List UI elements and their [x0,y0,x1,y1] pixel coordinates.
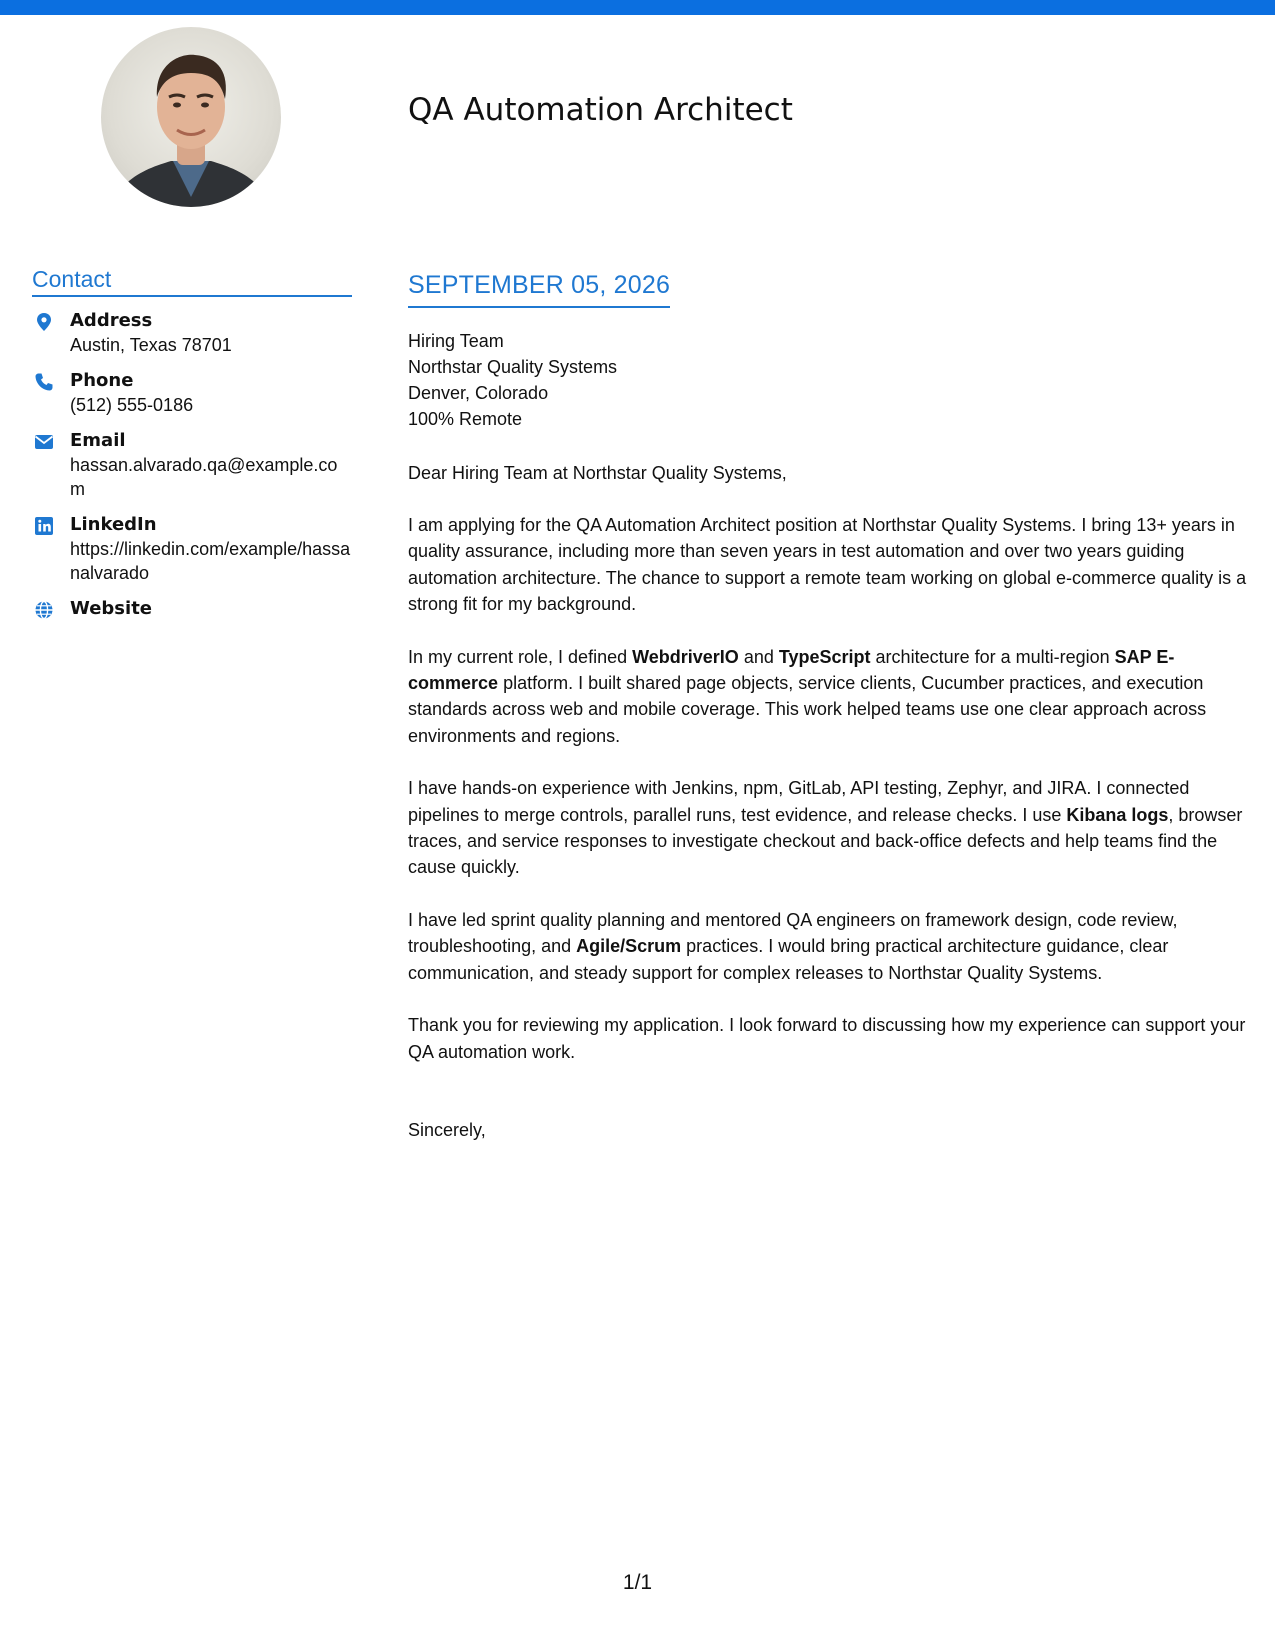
salutation: Dear Hiring Team at Northstar Quality Systems, [408,463,787,483]
paragraph-4 [408,907,1248,986]
address-label: Address [70,310,153,331]
recipient-block [408,328,1248,432]
bold-term: Agile/Scrum [576,936,682,957]
paragraph-1: I am applying for the QA Automation Architect position at Northstar Quality Systems. I bring 13+ years in quality assurance, including more than seven years in test automation and over two years guiding automation architecture. The chance to support a remote team working on global e-commerce quality is a strong fit for my background. [408,515,1247,615]
bold-term: Kibana logs [1066,804,1169,825]
letter-body [408,270,1248,1143]
text-run: and [738,646,779,667]
text-run: platform. I built shared page objects, service clients, Cucumber practices, and execution standards across web and mobile coverage. This work helped teams use one clear approach across environments and regions. [408,673,1207,746]
recipient-work-mode: 100% Remote [408,409,523,429]
email-label: Email [70,430,126,451]
bold-term: TypeScript [778,646,871,667]
bold-term: WebdriverIO [632,646,739,667]
text-run: practices. I would bring practical architecture guidance, clear communication, and steady support for complex releases to Northstar Quality Systems. [408,936,1169,983]
linkedin-icon [34,516,54,536]
contact-address [32,309,352,357]
contact-sidebar [32,266,352,633]
paragraph-3 [408,775,1248,881]
text-run: architecture for a multi-region [870,646,1115,667]
contact-heading: Contact [32,266,352,297]
recipient-line: Hiring Team [408,331,504,351]
paragraph-2 [408,644,1248,750]
map-pin-icon [34,312,54,332]
page-title: QA Automation Architect [408,92,793,128]
letter-date: SEPTEMBER 05, 2026 [408,270,670,308]
contact-linkedin [32,513,352,585]
text-run: In my current role, I defined [408,646,633,667]
text-run: , browser traces, and service responses to investigate checkout and back-office defects and help teams find the cause quickly. [408,804,1243,878]
recipient-location: Denver, Colorado [408,383,549,403]
phone-icon [34,372,54,392]
email-value[interactable]: hassan.alvarado.qa@example.com [70,455,338,499]
linkedin-label: LinkedIn [70,514,157,535]
text-run: I have hands-on experience with Jenkins, npm, GitLab, API testing, Zephyr, and JIRA. I connected pipelines to merge controls, parallel runs, test evidence, and release checks. I use [408,778,1190,825]
avatar [101,27,281,207]
profile-photo [101,27,281,207]
website-label: Website [70,598,153,619]
contact-email [32,429,352,501]
text-run: I have led sprint quality planning and mentored QA engineers on framework design, code review, troubleshooting, and [408,909,1178,957]
phone-label: Phone [70,370,134,391]
linkedin-value[interactable]: https://linkedin.com/example/hassanalvarado [70,539,351,583]
envelope-icon [34,432,54,452]
contact-phone [32,369,352,417]
paragraph-5: Thank you for reviewing my application. I look forward to discussing how my experience can support your QA automation work. [408,1015,1246,1062]
bold-term: SAP E-commerce [408,646,1175,694]
recipient-company: Northstar Quality Systems [408,357,618,377]
page-number: 1/1 [622,1571,653,1594]
phone-value: (512) 555-0186 [70,395,194,415]
top-accent-bar [0,0,1275,15]
contact-website [32,597,352,621]
address-value: Austin, Texas 78701 [70,335,232,355]
globe-icon [34,600,54,620]
closing: Sincerely, [408,1119,486,1140]
